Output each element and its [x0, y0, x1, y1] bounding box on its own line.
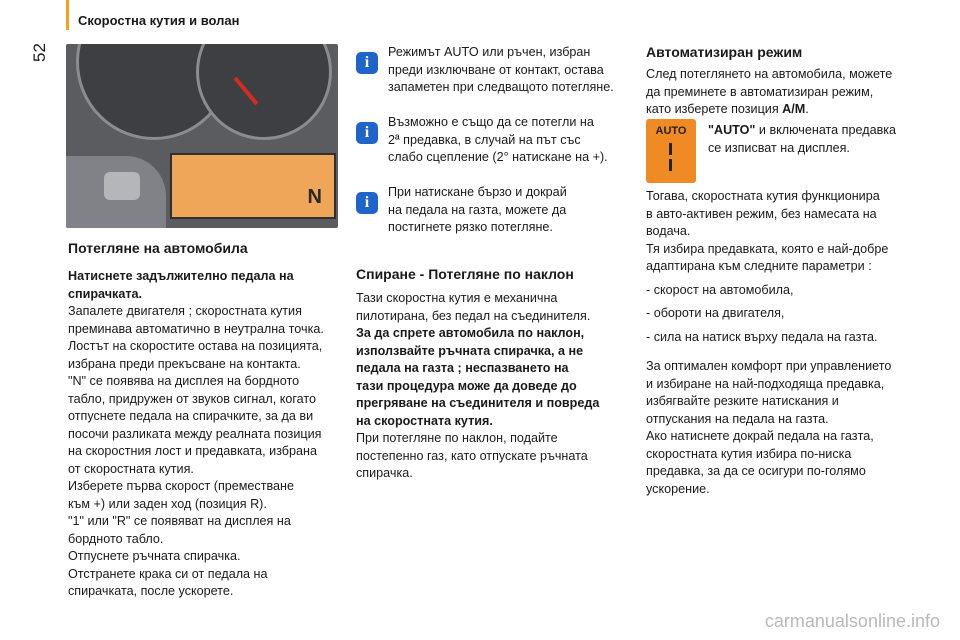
- header-accent-bar: [66, 0, 69, 30]
- text-line: Тя избира предавката, която е най-добре: [646, 241, 889, 256]
- right-column-text: [646, 188, 946, 498]
- info-note-line: слабо сцепление (2° натискане на +).: [388, 150, 608, 164]
- text-line: Отпуснете ръчната спирачка.: [68, 549, 241, 563]
- heading-starting: Потегляне на автомобила: [68, 240, 248, 256]
- text-line: Отстранете крака си от педала на: [68, 566, 268, 581]
- text-line: се изписват на дисплея.: [708, 140, 850, 155]
- text-line: бордното табло.: [68, 531, 164, 546]
- fuel-gauge: [196, 44, 332, 140]
- text-line: За да спрете автомобила по наклон,: [356, 326, 585, 340]
- bullet-item: - сила на натиск върху педала на газта.: [646, 329, 878, 344]
- text-line: Запалете двигателя ; скоростната кутия: [68, 304, 302, 318]
- text-line: като изберете позиция A/M.: [646, 102, 809, 116]
- gear-lever-knob: [104, 172, 140, 200]
- text-line: спирачката, после ускорете.: [68, 584, 234, 598]
- text-line: След потеглянето на автомобила, можете: [646, 67, 893, 81]
- page-header-title: Скоростна кутия и волан: [78, 13, 240, 28]
- gear-slot-icon: [669, 159, 672, 171]
- text-line: ускорение.: [646, 481, 710, 496]
- left-column-text: [68, 268, 348, 601]
- info-note-line: на педала на газта, можете да: [388, 202, 567, 217]
- text-line: преминава автоматично в неутрална точка.: [68, 321, 324, 336]
- display-gear-letter: N: [307, 186, 322, 208]
- info-note-line: запаметен при следващото потегляне.: [388, 80, 614, 94]
- text-line: постепенно газ, като отпускате ръчната: [356, 448, 588, 463]
- watermark: carmanualsonline.info: [764, 611, 940, 631]
- text-line: "N" се появява на дисплея на бордното: [68, 374, 300, 388]
- text-line: "1" или "R" се появяват на дисплея на: [68, 514, 291, 528]
- text-line: на скоростния лост и предавката, избрана: [68, 444, 317, 458]
- text-line: да преминете в автоматизиран режим,: [646, 84, 874, 99]
- text-line: водача.: [646, 224, 691, 238]
- text-line: предавка, за да се осигури по-голямо: [646, 464, 866, 478]
- text-line: към +) или заден ход (позиция R).: [68, 496, 267, 511]
- text-line: избягвайте резките натискания и: [646, 394, 839, 408]
- info-icon: i: [356, 192, 378, 214]
- text-line: Ако натиснете докрай педала на газта,: [646, 429, 874, 443]
- bullet-item: - обороти на двигателя,: [646, 306, 785, 320]
- info-note-line: Режимът AUTO или ръчен, избран: [388, 45, 591, 59]
- text-line: тази процедура може да доведе до: [356, 378, 577, 393]
- gear-slot-icon: [669, 143, 672, 155]
- text-line: спирачката.: [68, 286, 143, 301]
- text-line: използвайте ръчната спирачка, а не: [356, 343, 584, 358]
- text-line: посочи разликата между реалната позиция: [68, 426, 322, 441]
- info-note-line: преди изключване от контакт, остава: [388, 62, 604, 77]
- text-line: на скоростната кутия.: [356, 413, 493, 428]
- text-line: адаптирана към следните параметри :: [646, 259, 872, 273]
- text-line: отпуснете педала на спирачките, за да ви: [68, 409, 314, 423]
- page-number: 52: [30, 43, 49, 62]
- text-line: "AUTO" и включената предавка: [708, 123, 897, 137]
- text-line: прегряване на съединителя и повреда: [356, 396, 600, 410]
- auto-badge-label: AUTO: [655, 125, 687, 137]
- info-icon: i: [356, 122, 378, 144]
- text-line: Изберете първа скорост (преместване: [68, 479, 295, 493]
- text-line: Лостът на скоростите остава на позицията,: [68, 339, 323, 353]
- auto-description: [708, 122, 948, 157]
- info-note-line: Възможно е също да се потегли на: [388, 115, 594, 129]
- text-line: Тогава, скоростната кутия функционира: [646, 189, 880, 203]
- dashboard-photo: [66, 44, 338, 228]
- text-line: пилотирана, без педал на съединителя.: [356, 308, 591, 323]
- auto-intro-text: [646, 66, 946, 119]
- heading-auto-mode: Автоматизиран режим: [646, 44, 803, 60]
- text-line: спирачка.: [356, 466, 413, 480]
- text-line: Тази скоростна кутия е механична: [356, 291, 558, 305]
- auto-mode-badge: [646, 119, 696, 183]
- info-note-line: 2ª предавка, в случай на път със: [388, 132, 581, 147]
- text-line: При потегляне по наклон, подайте: [356, 431, 558, 445]
- bullet-item: - скорост на автомобила,: [646, 282, 794, 297]
- middle-column-text: [356, 290, 636, 483]
- info-note-line: При натискане бързо и докрай: [388, 185, 567, 199]
- text-line: Натиснете задължително педала на: [68, 269, 294, 283]
- text-line: избрана преди прекъсване на контакта.: [68, 356, 301, 371]
- text-line: отпускания на педала на газта.: [646, 411, 829, 426]
- text-line: в авто-активен режим, без намесата на: [646, 206, 877, 221]
- text-line: педала на газта ; неспазването на: [356, 361, 569, 375]
- info-note-line: постигнете рязко потегляне.: [388, 220, 553, 234]
- dashboard-display: [170, 153, 336, 219]
- info-icon: i: [356, 52, 378, 74]
- text-line: табло, придружен от звуков сигнал, когато: [68, 391, 317, 406]
- text-line: и избиране на най-подходяща предавка,: [646, 376, 885, 391]
- text-line: скоростната кутия избира по-ниска: [646, 446, 852, 461]
- text-line: За оптимален комфорт при управлението: [646, 359, 892, 373]
- heading-hill-stop: Спиране - Потегляне по наклон: [356, 266, 574, 282]
- text-line: от скоростната кутия.: [68, 461, 194, 476]
